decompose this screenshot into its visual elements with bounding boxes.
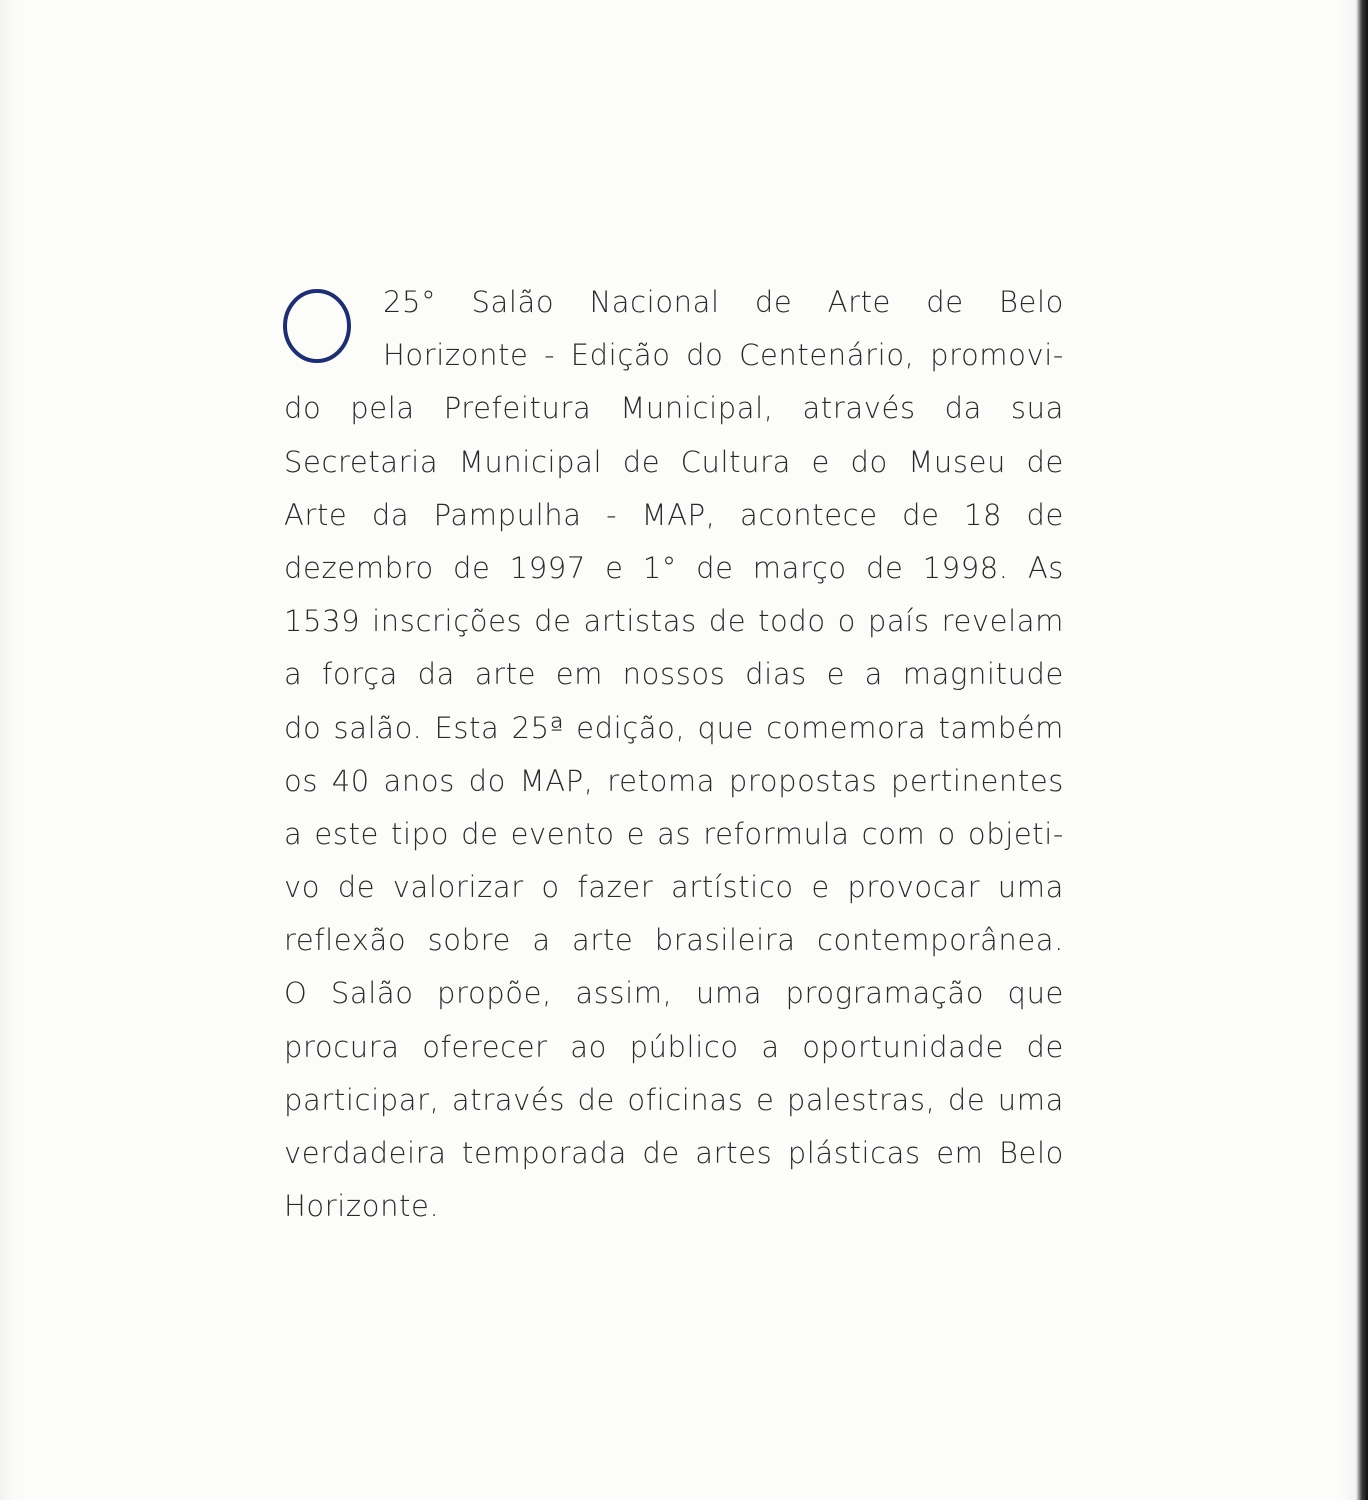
text-line: 25° Salão Nacional de Arte de Belo — [383, 285, 1064, 319]
text-line: reflexão sobre a arte brasileira contemporânea. — [284, 923, 1064, 958]
text-line: Secretaria Municipal de Cultura e do Museu de — [284, 444, 1064, 479]
text-line: O Salão propõe, assim, uma programação que — [284, 976, 1064, 1011]
text-line: verdadeira temporada de artes plásticas em Belo — [284, 1136, 1064, 1170]
text-line: os 40 anos do MAP, retoma propostas pertinentes — [284, 763, 1064, 798]
drop-cap-o-glyph — [281, 286, 353, 366]
text-line: do salão. Esta 25ª edição, que comemora também — [284, 710, 1064, 745]
text-line: a este tipo de evento e as reformula com o objeti- — [284, 816, 1064, 851]
text-line: participar, através de oficinas e palestras, de uma — [284, 1082, 1064, 1117]
text-line: do pela Prefeitura Municipal, através da sua — [284, 391, 1064, 426]
text-line: dezembro de 1997 e 1° de março de 1998. As — [284, 550, 1064, 585]
text-line: Horizonte - Edição do Centenário, promovi- — [383, 338, 1064, 373]
drop-cap-letter: O — [316, 336, 318, 337]
text-line: Horizonte. — [284, 1189, 440, 1224]
drop-cap — [281, 286, 353, 366]
text-line: a força da arte em nossos dias e a magnitude — [284, 657, 1064, 692]
text-line: Arte da Pampulha - MAP, acontece de 18 de — [284, 497, 1064, 532]
text-line: 1539 inscrições de artistas de todo o país revelam — [284, 604, 1064, 639]
text-line: vo de valorizar o fazer artístico e provocar uma — [284, 870, 1064, 905]
article-text — [284, 276, 1064, 1233]
text-line: procura oferecer ao público a oportunidade de — [284, 1029, 1064, 1064]
